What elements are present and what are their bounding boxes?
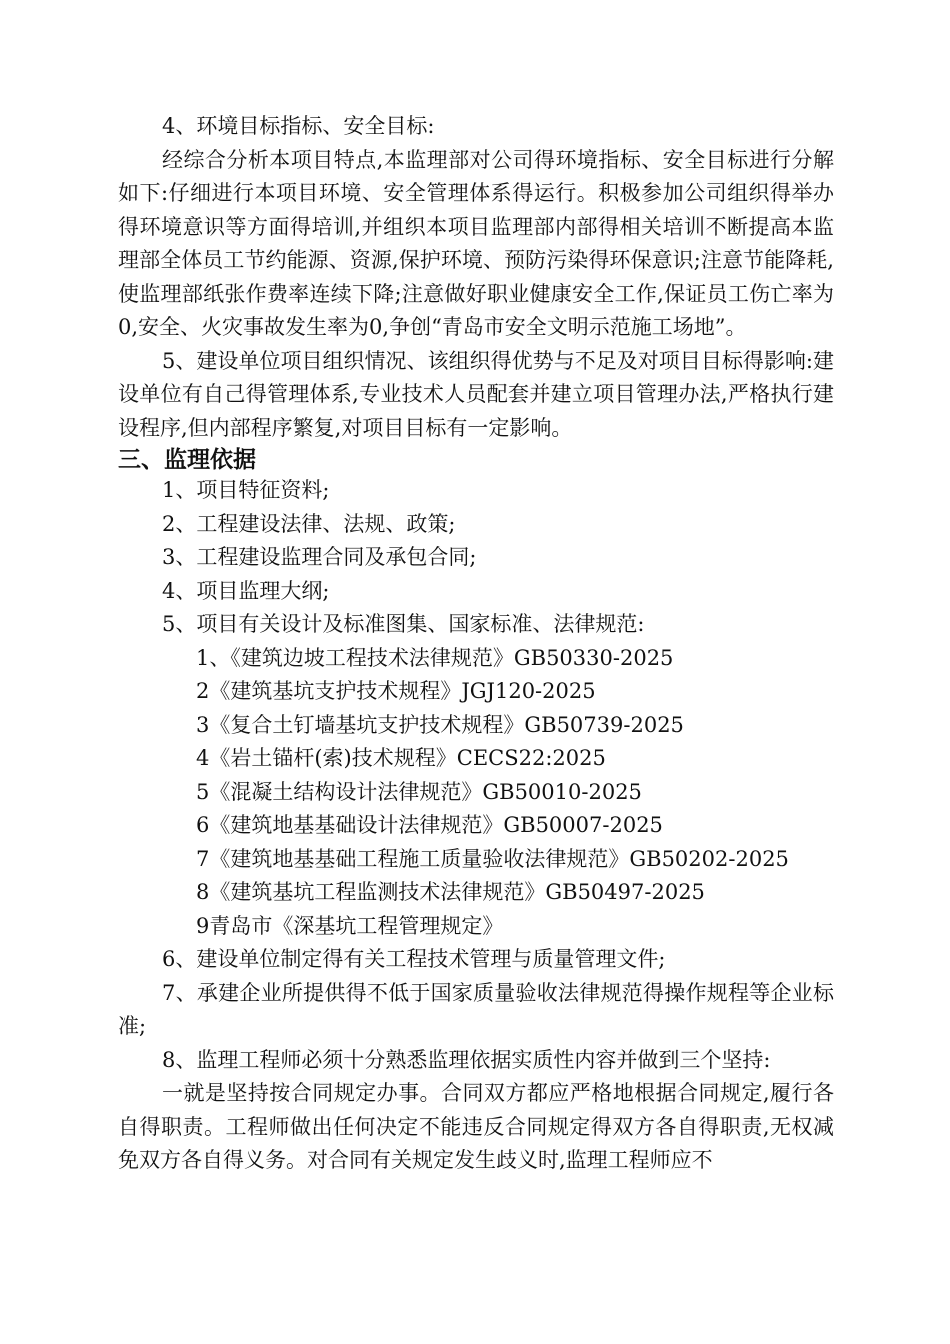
standard-item: 2《建筑基坑支护技术规程》JGJ120-2025 [196, 679, 596, 703]
standard-item: 8《建筑基坑工程监测技术法律规范》GB50497-2025 [196, 880, 705, 904]
basis-item: 7、承建企业所提供得不低于国家质量验收法律规范得操作规程等企业标准; [118, 980, 834, 1038]
basis-item: 6、建设单位制定得有关工程技术管理与质量管理文件; [162, 947, 666, 971]
heading-supervision-basis: 三、监理依据 [118, 447, 256, 473]
standard-item: 7《建筑地基基础工程施工质量验收法律规范》GB50202-2025 [196, 846, 789, 871]
paragraph-principle-1: 一就是坚持按合同规定办事。合同双方都应严格地根据合同规定,履行各自得职责。工程师做出任何决定不能违反合同规定得双方各自得职责,无权减免双方各自得义务。对合同有关规定发生歧义时,监理工程师应不 [118, 1081, 834, 1172]
standard-item: 9青岛市《深基坑工程管理规定》 [196, 913, 504, 938]
standard-item: 5《混凝土结构设计法律规范》GB50010-2025 [196, 779, 642, 804]
section-title-env-targets: 4、环境目标指标、安全目标: [162, 114, 435, 138]
basis-item: 1、项目特征资料; [162, 478, 330, 502]
standard-item: 3《复合土钉墙基坑支护技术规程》GB50739-2025 [196, 712, 684, 737]
paragraph-client-org: 5、建设单位项目组织情况、该组织得优势与不足及对项目目标得影响:建设单位有自己得管理体系,专业技术人员配套并建立项目管理办法,严格执行建设程序,但内部程序繁复,对项目目标有一定影响。 [118, 348, 834, 440]
basis-item: 2、工程建设法律、法规、政策; [162, 511, 456, 536]
standard-item: 1、《建筑边坡工程技术法律规范》GB50330-2025 [196, 645, 674, 670]
standard-item: 4《岩土锚杆(索)技术规程》CECS22:2025 [196, 746, 606, 770]
standard-item: 6《建筑地基基础设计法律规范》GB50007-2025 [196, 813, 663, 837]
basis-item: 3、工程建设监理合同及承包合同; [162, 545, 477, 569]
document-page [118, 110, 834, 1178]
paragraph-env-targets: 经综合分析本项目特点,本监理部对公司得环境指标、安全目标进行分解如下:仔细进行本项目环境、安全管理体系得运行。积极参加公司组织得举办得环境意识等方面得培训,并组织本项目监理部内部得相关培训不断提高本监理部全体员工节约能源、资源,保护环境、预防污染得环保意识;注意节能降耗,使监理部纸张作费率连续下降;注意做好职业健康安全工作,保证员工伤亡率为0,安全、火灾事故发生率为0,争创“青岛市安全文明示范施工场地”。 [118, 147, 834, 339]
basis-item: 4、项目监理大纲; [162, 578, 330, 603]
basis-item: 8、监理工程师必须十分熟悉监理依据实质性内容并做到三个坚持: [162, 1047, 771, 1072]
basis-item: 5、项目有关设计及标准图集、国家标准、法律规范: [162, 612, 645, 636]
